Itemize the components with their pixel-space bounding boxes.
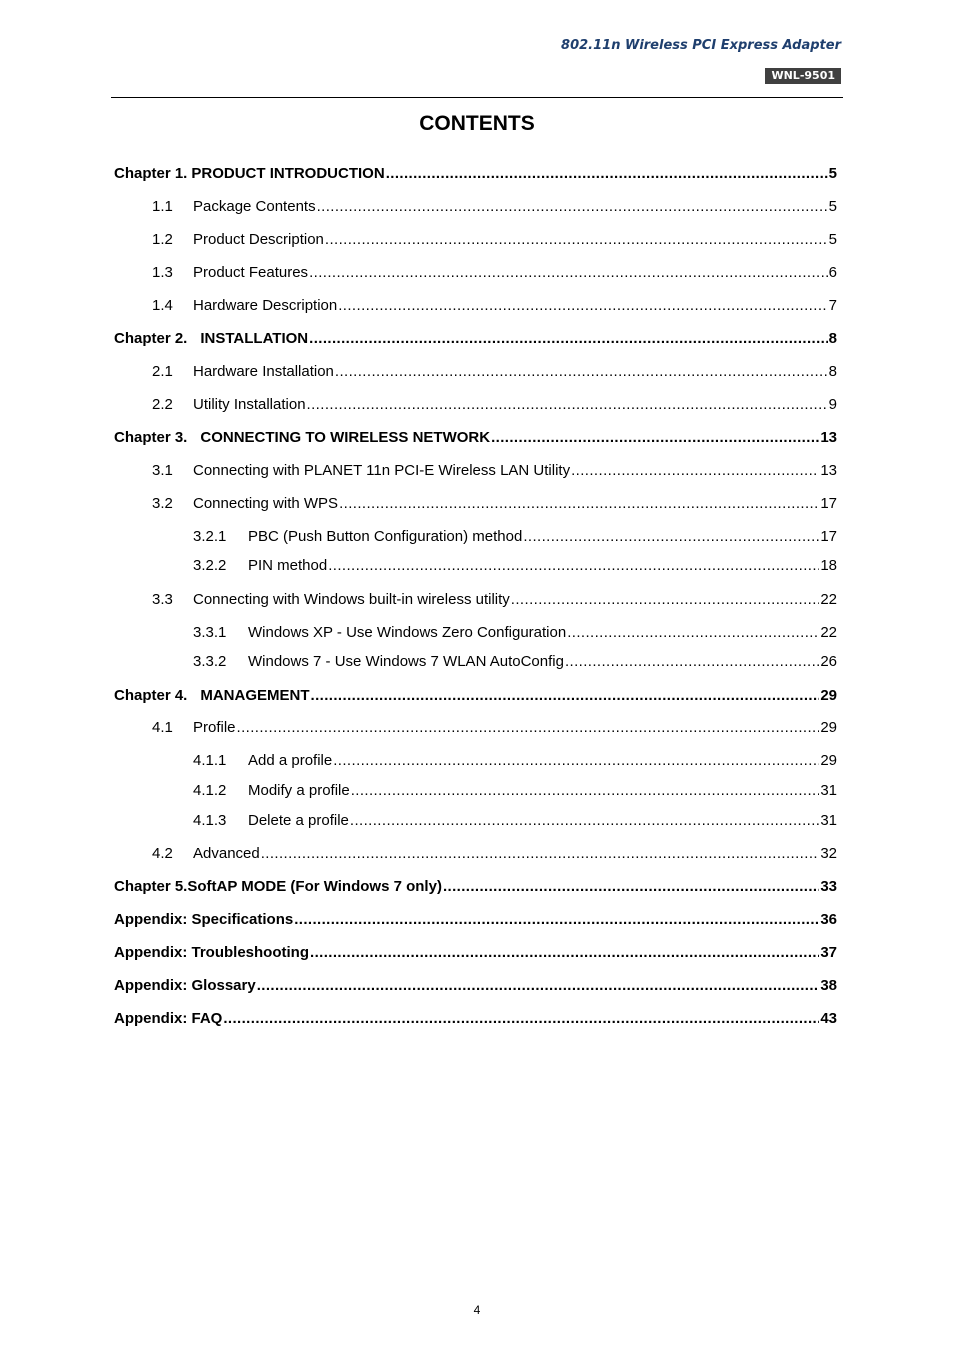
toc-entry-page: 13 — [820, 462, 837, 479]
toc-entry-page: 5 — [828, 165, 837, 182]
toc-entry[interactable] — [114, 1010, 837, 1028]
toc-entry-number: 3.2.2 — [193, 557, 227, 574]
toc-entry-page: 26 — [820, 653, 837, 670]
toc-entry[interactable] — [114, 363, 837, 381]
toc-dot-leader — [339, 495, 819, 513]
toc-dot-leader — [261, 845, 820, 863]
toc-entry[interactable] — [114, 911, 837, 929]
toc-entry-number: 4.1.1 — [193, 752, 227, 769]
toc-entry[interactable] — [114, 977, 837, 995]
toc-entry-title: Add a profile — [248, 752, 333, 769]
toc-entry-title: Profile — [193, 719, 236, 736]
toc-entry[interactable] — [114, 557, 837, 575]
toc-dot-leader — [351, 782, 820, 800]
toc-entry[interactable] — [114, 752, 837, 770]
toc-dot-leader — [333, 752, 819, 770]
toc-entry[interactable] — [114, 264, 837, 282]
toc-dot-leader — [317, 198, 828, 216]
toc-entry[interactable] — [114, 719, 837, 737]
toc-entry-number: 1.2 — [152, 231, 173, 248]
toc-entry-page: 36 — [820, 911, 837, 928]
toc-entry-title: Delete a profile — [248, 812, 349, 829]
toc-entry-page: 33 — [820, 878, 837, 895]
toc-entry[interactable] — [114, 165, 837, 183]
toc-entry-title: Modify a profile — [248, 782, 350, 799]
toc-entry[interactable] — [114, 782, 837, 800]
toc-dot-leader — [565, 653, 819, 671]
toc-dot-leader — [237, 719, 820, 737]
toc-dot-leader — [309, 330, 828, 348]
toc-entry-title: CONNECTING TO WIRELESS NETWORK — [200, 429, 491, 446]
toc-entry-title: Product Features — [193, 264, 309, 281]
toc-entry-number: 2.2 — [152, 396, 173, 413]
toc-dot-leader — [338, 297, 827, 315]
toc-entry-page: 29 — [820, 687, 837, 704]
toc-entry-number: Chapter 2. — [114, 330, 188, 347]
toc-entry-page: 31 — [820, 812, 837, 829]
toc-entry[interactable] — [114, 845, 837, 863]
toc-dot-leader — [257, 977, 820, 995]
toc-entry-page: 8 — [828, 363, 837, 380]
toc-entry-title: MANAGEMENT — [200, 687, 310, 704]
toc-dot-leader — [307, 396, 828, 414]
toc-entry-title: Appendix: Glossary — [114, 977, 256, 994]
toc-entry-number: Chapter 1. — [114, 165, 188, 182]
toc-dot-leader — [567, 624, 819, 642]
toc-entry-number: 3.2.1 — [193, 528, 227, 545]
toc-entry-page: 22 — [820, 591, 837, 608]
toc-entry-page: 13 — [820, 429, 837, 446]
toc-entry-title: Utility Installation — [193, 396, 306, 413]
toc-entry-page: 5 — [828, 198, 837, 215]
toc-entry-page: 17 — [820, 528, 837, 545]
toc-entry-number: 3.1 — [152, 462, 173, 479]
toc-entry[interactable] — [114, 591, 837, 609]
toc-dot-leader — [328, 557, 819, 575]
toc-dot-leader — [325, 231, 828, 249]
toc-entry-number: 3.3 — [152, 591, 173, 608]
toc-dot-leader — [223, 1010, 819, 1028]
toc-entry-number: 1.4 — [152, 297, 173, 314]
toc-entry[interactable] — [114, 330, 837, 348]
toc-entry-page: 18 — [820, 557, 837, 574]
toc-entry-title: Hardware Installation — [193, 363, 334, 380]
toc-entry-title: Package Contents — [193, 198, 316, 215]
page-number: 4 — [473, 1303, 481, 1317]
toc-entry-number: 3.3.1 — [193, 624, 227, 641]
toc-entry-number: Chapter 4. — [114, 687, 188, 704]
toc-entry-number: 4.1.2 — [193, 782, 227, 799]
toc-dot-leader — [511, 591, 820, 609]
toc-entry-title: PBC (Push Button Configuration) method — [248, 528, 523, 545]
toc-entry-title: PRODUCT INTRODUCTION — [191, 165, 385, 182]
toc-dot-leader — [309, 264, 828, 282]
model-badge: WNL-9501 — [765, 68, 841, 84]
toc-entry-page: 9 — [828, 396, 837, 413]
toc-entry-title: Appendix: Specifications — [114, 911, 294, 928]
toc-entry-title: Windows 7 - Use Windows 7 WLAN AutoConfig — [248, 653, 564, 670]
toc-entry[interactable] — [114, 878, 837, 896]
toc-entry-number: 3.3.2 — [193, 653, 227, 670]
toc-entry[interactable] — [114, 495, 837, 513]
toc-dot-leader — [335, 363, 828, 381]
contents-heading: CONTENTS — [419, 112, 535, 135]
toc-entry-page: 31 — [820, 782, 837, 799]
toc-entry-title: Appendix: Troubleshooting — [114, 944, 309, 961]
toc-dot-leader — [491, 429, 819, 447]
toc-entry-title: INSTALLATION — [200, 330, 309, 347]
toc-entry[interactable] — [114, 396, 837, 414]
toc-entry-page: 32 — [820, 845, 837, 862]
toc-entry-page: 38 — [820, 977, 837, 994]
toc-entry[interactable] — [114, 812, 837, 830]
toc-entry-title: Connecting with PLANET 11n PCI-E Wireless LAN Utility — [193, 462, 571, 479]
toc-entry-number: 2.1 — [152, 363, 173, 380]
toc-dot-leader — [443, 878, 819, 896]
toc-entry-page: 29 — [820, 719, 837, 736]
toc-entry-number: 4.1 — [152, 719, 173, 736]
toc-entry[interactable] — [114, 528, 837, 546]
toc-entry-title: Connecting with Windows built-in wireless utility — [193, 591, 510, 608]
toc-entry[interactable] — [114, 653, 837, 671]
toc-entry-title: Product Description — [193, 231, 324, 248]
toc-entry-page: 29 — [820, 752, 837, 769]
toc-entry-title: PIN method — [248, 557, 328, 574]
toc-dot-leader — [311, 687, 820, 705]
toc-entry-number: Chapter 3. — [114, 429, 188, 446]
toc-entry[interactable] — [114, 231, 837, 249]
toc-entry-number: 1.1 — [152, 198, 173, 215]
toc-dot-leader — [523, 528, 819, 546]
toc-entry-page: 6 — [828, 264, 837, 281]
toc-entry-number: 1.3 — [152, 264, 173, 281]
toc-entry-page: 22 — [820, 624, 837, 641]
toc-dot-leader — [386, 165, 828, 183]
toc-entry[interactable] — [114, 462, 837, 480]
toc-entry-title: Appendix: FAQ — [114, 1010, 223, 1027]
toc-entry-number: 3.2 — [152, 495, 173, 512]
toc-entry[interactable] — [114, 297, 837, 315]
header-title: 802.11n Wireless PCI Express Adapter — [561, 38, 841, 53]
toc-entry-title: Connecting with WPS — [193, 495, 339, 512]
toc-entry-page: 5 — [828, 231, 837, 248]
toc-entry-number: 4.1.3 — [193, 812, 227, 829]
toc-dot-leader — [350, 812, 819, 830]
toc-entry-page: 17 — [820, 495, 837, 512]
toc-dot-leader — [294, 911, 819, 929]
toc-entry[interactable] — [114, 429, 837, 447]
toc-entry-page: 43 — [820, 1010, 837, 1027]
table-of-contents — [114, 0, 837, 1350]
toc-entry-page: 37 — [820, 944, 837, 961]
toc-entry-title: Hardware Description — [193, 297, 338, 314]
toc-entry-title: Advanced — [193, 845, 260, 862]
toc-dot-leader — [310, 944, 819, 962]
toc-dot-leader — [571, 462, 819, 480]
toc-entry[interactable] — [114, 944, 837, 962]
toc-entry[interactable] — [114, 687, 837, 705]
toc-entry-number: 4.2 — [152, 845, 173, 862]
toc-entry-page: 7 — [828, 297, 837, 314]
toc-entry[interactable] — [114, 198, 837, 216]
toc-entry-title: Chapter 5.SoftAP MODE (For Windows 7 only) — [114, 878, 442, 895]
toc-entry[interactable] — [114, 624, 837, 642]
toc-entry-page: 8 — [828, 330, 837, 347]
toc-entry-title: Windows XP - Use Windows Zero Configuration — [248, 624, 567, 641]
